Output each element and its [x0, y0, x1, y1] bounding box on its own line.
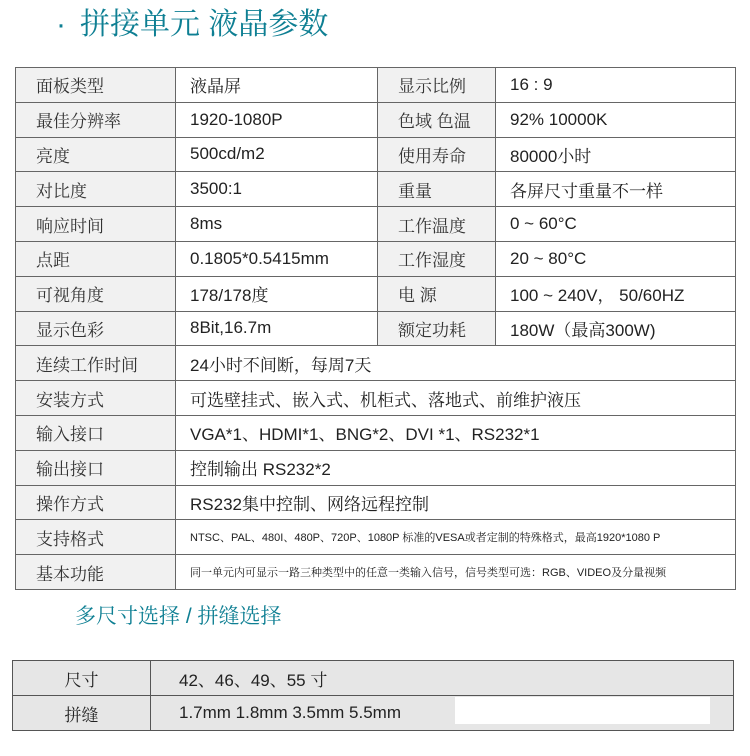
param-label: 重量 [378, 172, 496, 207]
param-value: 100 ~ 240V， 50/60HZ [496, 276, 736, 311]
param-value: RS232集中控制、网络远程控制 [176, 485, 736, 520]
param-value: 178/178度 [176, 276, 378, 311]
param-value: 24小时不间断，每周7天 [176, 346, 736, 381]
gap-value: 1.7mm 1.8mm 3.5mm 5.5mm [151, 696, 734, 731]
param-label: 输出接口 [16, 450, 176, 485]
table-row [16, 381, 736, 416]
gap-label: 拼缝 [13, 696, 151, 731]
size-value: 42、46、49、55 寸 [151, 661, 734, 696]
param-value: 500cd/m2 [176, 137, 378, 172]
param-value: 180W（最高300W) [496, 311, 736, 346]
param-value: 1920-1080P [176, 102, 378, 137]
param-label: 操作方式 [16, 485, 176, 520]
param-label: 额定功耗 [378, 311, 496, 346]
param-value: 16 : 9 [496, 68, 736, 103]
param-label: 输入接口 [16, 415, 176, 450]
param-label: 最佳分辨率 [16, 102, 176, 137]
table-row [16, 68, 736, 103]
page-title [56, 2, 328, 48]
table-row [16, 207, 736, 242]
param-label: 显示色彩 [16, 311, 176, 346]
table-row [16, 346, 736, 381]
table-row [16, 520, 736, 555]
table-row [16, 137, 736, 172]
spec-table [15, 67, 736, 590]
title-bullet: · [56, 8, 66, 41]
table-row [16, 415, 736, 450]
size-label: 尺寸 [13, 661, 151, 696]
table-row [16, 555, 736, 590]
param-label: 电 源 [378, 276, 496, 311]
param-label: 对比度 [16, 172, 176, 207]
blank-overlay [455, 697, 710, 724]
table-row [13, 661, 734, 696]
param-value: 92% 10000K [496, 102, 736, 137]
param-label: 响应时间 [16, 207, 176, 242]
param-label: 使用寿命 [378, 137, 496, 172]
table-row [16, 311, 736, 346]
table-row [16, 276, 736, 311]
param-label: 点距 [16, 241, 176, 276]
param-value: NTSC、PAL、480I、480P、720P、1080P 标准的VESA或者定制的特殊格式，最高1920*1080 P [176, 520, 736, 555]
param-label: 支持格式 [16, 520, 176, 555]
title-text: 拼接单元 液晶参数 [80, 8, 329, 41]
param-label: 色域 色温 [378, 102, 496, 137]
param-label: 连续工作时间 [16, 346, 176, 381]
table-row [16, 241, 736, 276]
param-value: 80000小时 [496, 137, 736, 172]
param-value: 0 ~ 60°C [496, 207, 736, 242]
param-value: 8ms [176, 207, 378, 242]
param-label: 亮度 [16, 137, 176, 172]
param-value: 20 ~ 80°C [496, 241, 736, 276]
param-label: 工作温度 [378, 207, 496, 242]
param-value: 各屏尺寸重量不一样 [496, 172, 736, 207]
param-label: 基本功能 [16, 555, 176, 590]
param-value: 可选壁挂式、嵌入式、机柜式、落地式、前维护液压 [176, 381, 736, 416]
param-label: 可视角度 [16, 276, 176, 311]
param-label: 安装方式 [16, 381, 176, 416]
param-value: 控制输出 RS232*2 [176, 450, 736, 485]
param-value: 8Bit,16.7m [176, 311, 378, 346]
param-value: 3500:1 [176, 172, 378, 207]
param-label: 工作湿度 [378, 241, 496, 276]
param-label: 面板类型 [16, 68, 176, 103]
param-value: VGA*1、HDMI*1、BNG*2、DVI *1、RS232*1 [176, 415, 736, 450]
param-value: 0.1805*0.5415mm [176, 241, 378, 276]
table-row [16, 450, 736, 485]
table-row [16, 172, 736, 207]
param-label: 显示比例 [378, 68, 496, 103]
table-row [16, 485, 736, 520]
param-value: 同一单元内可显示一路三种类型中的任意一类输入信号，信号类型可选：RGB、VIDEO及分量视频 [176, 555, 736, 590]
param-value: 液晶屏 [176, 68, 378, 103]
section-subtitle: 多尺寸选择 / 拼缝选择 [75, 605, 282, 628]
table-row [16, 102, 736, 137]
